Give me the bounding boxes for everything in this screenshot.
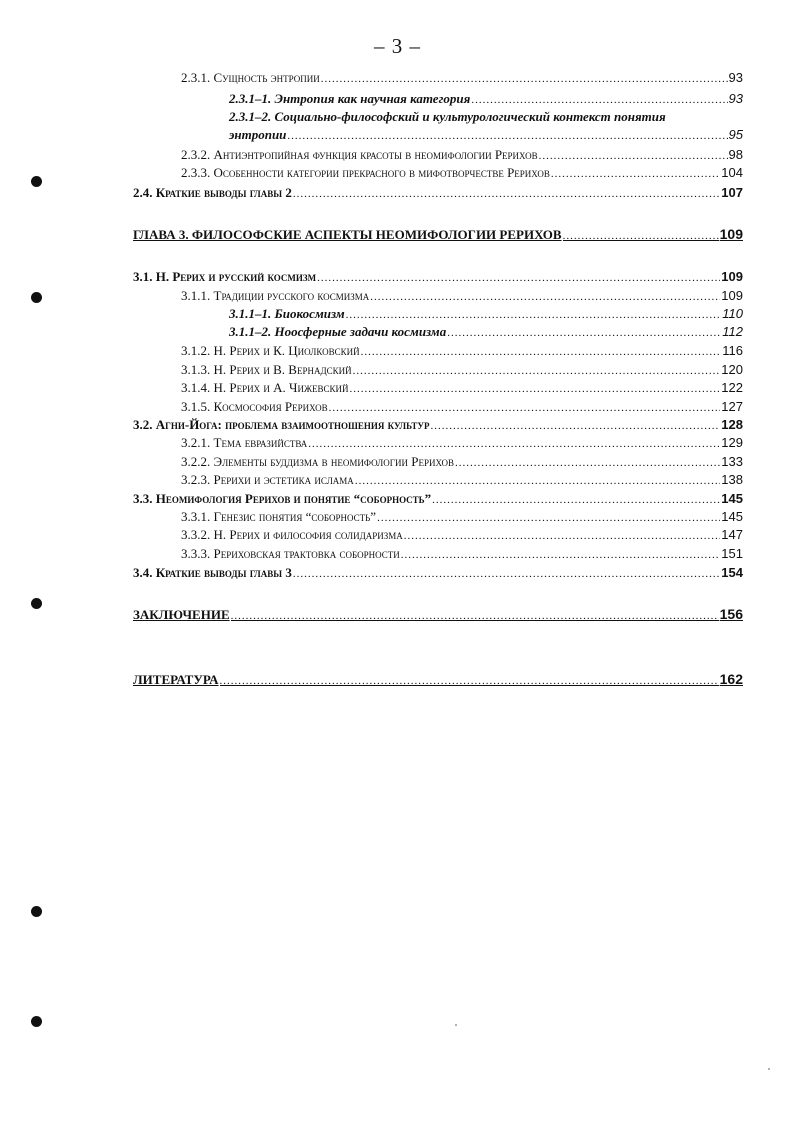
toc-entry-page: 162 bbox=[719, 671, 743, 687]
toc-entry-page: 104 bbox=[721, 165, 743, 180]
toc-entry[interactable] bbox=[133, 268, 743, 287]
toc-entry-label: 3.1.2. Н. Рерих и К. Циолковский bbox=[181, 343, 360, 358]
leader-dots bbox=[321, 71, 728, 88]
toc-entry-page: 109 bbox=[719, 226, 743, 242]
toc-entry-label: 3.3. Неомифология Рерихов и понятие “соборность” bbox=[133, 491, 432, 506]
toc-entry-label: энтропии bbox=[229, 127, 287, 142]
leader-dots bbox=[563, 228, 719, 245]
leader-dots bbox=[404, 528, 721, 545]
punch-hole bbox=[31, 1016, 42, 1027]
leader-dots bbox=[346, 307, 722, 324]
toc-entry-label: 3.1.5. Космософия Рерихов bbox=[181, 399, 328, 414]
toc-entry-page: 107 bbox=[721, 185, 743, 200]
toc-entry[interactable] bbox=[181, 287, 743, 306]
toc-entry[interactable] bbox=[133, 564, 743, 583]
punch-hole bbox=[31, 176, 42, 187]
toc-entry-label: 3.4. Краткие выводы главы 3 bbox=[133, 565, 292, 580]
leader-dots bbox=[293, 186, 720, 203]
toc-entry[interactable] bbox=[181, 342, 743, 361]
toc-entry-label: 3.1.1–2. Ноосферные задачи космизма bbox=[229, 324, 447, 339]
page-number: – 3 – bbox=[374, 34, 421, 58]
toc-entry[interactable] bbox=[229, 126, 743, 145]
toc-entry-label: 2.3.2. Антиэнтропийная функция красоты в неомифологии Рерихов bbox=[181, 147, 538, 162]
punch-hole bbox=[31, 598, 42, 609]
toc-entry-label: 3.3.3. Рериховская трактовка соборности bbox=[181, 546, 400, 561]
toc-entry-page: 120 bbox=[721, 362, 743, 377]
toc-entry[interactable] bbox=[229, 90, 743, 109]
toc-entry-page: 95 bbox=[728, 127, 743, 142]
toc-entry-label: 2.4. Краткие выводы главы 2 bbox=[133, 185, 292, 200]
toc-entry-label: 3.2.3. Рерихи и эстетика ислама bbox=[181, 472, 354, 487]
toc-entry-page: 109 bbox=[721, 288, 743, 303]
toc-entry-label: 3.2.2. Элементы буддизма в неомифологии Рерихов bbox=[181, 454, 454, 469]
leader-dots bbox=[377, 510, 720, 527]
leader-dots bbox=[539, 148, 728, 165]
punch-hole bbox=[31, 292, 42, 303]
toc-entry-label: 2.3.1–1. Энтропия как научная категория bbox=[229, 91, 471, 106]
leader-dots bbox=[231, 608, 719, 625]
toc-entry-label: 3.3.1. Генезис понятия “соборность” bbox=[181, 509, 377, 524]
toc-entry-page: 112 bbox=[722, 324, 743, 339]
leader-dots bbox=[329, 400, 721, 417]
toc-entry-label: 3.1.3. Н. Рерих и В. Вернадский bbox=[181, 362, 352, 377]
leader-dots bbox=[370, 289, 720, 306]
toc-entry-page: 93 bbox=[728, 70, 743, 85]
toc-entry[interactable] bbox=[181, 508, 743, 527]
toc-entry-label: 3.1.1. Традиции русского космизма bbox=[181, 288, 370, 303]
toc-entry[interactable] bbox=[181, 453, 743, 472]
toc-entry-label: ЛИТЕРАТУРА bbox=[133, 672, 219, 687]
leader-dots bbox=[350, 381, 721, 398]
leader-dots bbox=[355, 473, 720, 490]
toc-entry-page: 147 bbox=[721, 527, 743, 542]
toc-entry-page: 145 bbox=[721, 491, 743, 506]
toc-entry-page: 122 bbox=[721, 380, 743, 395]
toc-entry-label: 3.1.4. Н. Рерих и А. Чижевский bbox=[181, 380, 349, 395]
leader-dots bbox=[287, 128, 727, 145]
toc-entry-label: 3.1.1–1. Биокосмизм bbox=[229, 306, 345, 321]
toc-entry[interactable] bbox=[181, 471, 743, 490]
leader-dots bbox=[317, 270, 720, 287]
toc-entry-label: 3.2. Агни-Йога: проблема взаимоотношения культур bbox=[133, 417, 430, 432]
punch-hole bbox=[31, 906, 42, 917]
leader-dots bbox=[361, 344, 722, 361]
leader-dots bbox=[308, 436, 720, 453]
toc-entry-page: 138 bbox=[721, 472, 743, 487]
scan-speck bbox=[455, 1024, 457, 1026]
toc-entry[interactable] bbox=[181, 545, 743, 564]
toc-entry-page: 129 bbox=[721, 435, 743, 450]
toc-entry[interactable] bbox=[133, 416, 743, 435]
toc-entry-label: 3.2.1. Тема евразийства bbox=[181, 435, 308, 450]
toc-entry[interactable] bbox=[181, 379, 743, 398]
toc-entry-page: 98 bbox=[728, 147, 743, 162]
toc-entry[interactable] bbox=[133, 184, 743, 203]
leader-dots bbox=[432, 492, 720, 509]
toc-entry-page: 151 bbox=[721, 546, 743, 561]
toc-entry-page: 133 bbox=[721, 454, 743, 469]
toc-entry[interactable] bbox=[181, 361, 743, 380]
toc-entry-page: 156 bbox=[719, 606, 743, 622]
toc-entry[interactable] bbox=[229, 323, 743, 342]
toc-entry[interactable] bbox=[181, 434, 743, 453]
toc-entry[interactable] bbox=[181, 398, 743, 417]
toc-chapter[interactable] bbox=[133, 606, 743, 625]
toc-entry[interactable] bbox=[181, 146, 743, 165]
toc-entry[interactable] bbox=[181, 164, 743, 183]
leader-dots bbox=[401, 547, 721, 564]
leader-dots bbox=[551, 166, 720, 183]
leader-dots bbox=[471, 92, 727, 109]
toc-entry-page: 128 bbox=[721, 417, 743, 432]
toc-chapter[interactable] bbox=[133, 671, 743, 690]
leader-dots bbox=[353, 363, 721, 380]
toc-entry-label: ЗАКЛЮЧЕНИЕ bbox=[133, 607, 230, 622]
toc-entry-label: 3.1. Н. Рерих и русский космизм bbox=[133, 269, 317, 284]
toc-entry-page: 109 bbox=[721, 269, 743, 284]
toc-entry-page: 127 bbox=[721, 399, 743, 414]
toc-entry-page: 116 bbox=[722, 343, 743, 358]
toc-chapter[interactable] bbox=[133, 226, 743, 245]
leader-dots bbox=[220, 673, 719, 690]
toc-entry-page: 93 bbox=[728, 91, 743, 106]
toc-entry[interactable] bbox=[181, 526, 743, 545]
toc-entry-page: 154 bbox=[721, 565, 743, 580]
leader-dots bbox=[293, 566, 720, 583]
toc-entry[interactable] bbox=[229, 305, 743, 324]
toc-entry-label: 2.3.3. Особенности категории прекрасного в мифотворчестве Рерихов bbox=[181, 165, 550, 180]
toc-entry[interactable] bbox=[133, 490, 743, 509]
toc-entry-page: 110 bbox=[722, 306, 743, 321]
toc-entry-page: 145 bbox=[721, 509, 743, 524]
toc-entry-label: 3.3.2. Н. Рерих и философия солидаризма bbox=[181, 527, 403, 542]
scan-speck bbox=[768, 1068, 770, 1070]
leader-dots bbox=[431, 418, 721, 435]
toc-entry-label-line1: 2.3.1–2. Социально-философский и культурологический контекст понятия bbox=[229, 109, 666, 124]
leader-dots bbox=[447, 325, 721, 342]
leader-dots bbox=[455, 455, 720, 472]
toc-entry-label: 2.3.1. Сущность энтропии bbox=[181, 70, 320, 85]
toc-entry-label: ГЛАВА 3. ФИЛОСОФСКИЕ АСПЕКТЫ НЕОМИФОЛОГИИ РЕРИХОВ bbox=[133, 227, 562, 242]
toc-entry[interactable] bbox=[181, 69, 743, 88]
